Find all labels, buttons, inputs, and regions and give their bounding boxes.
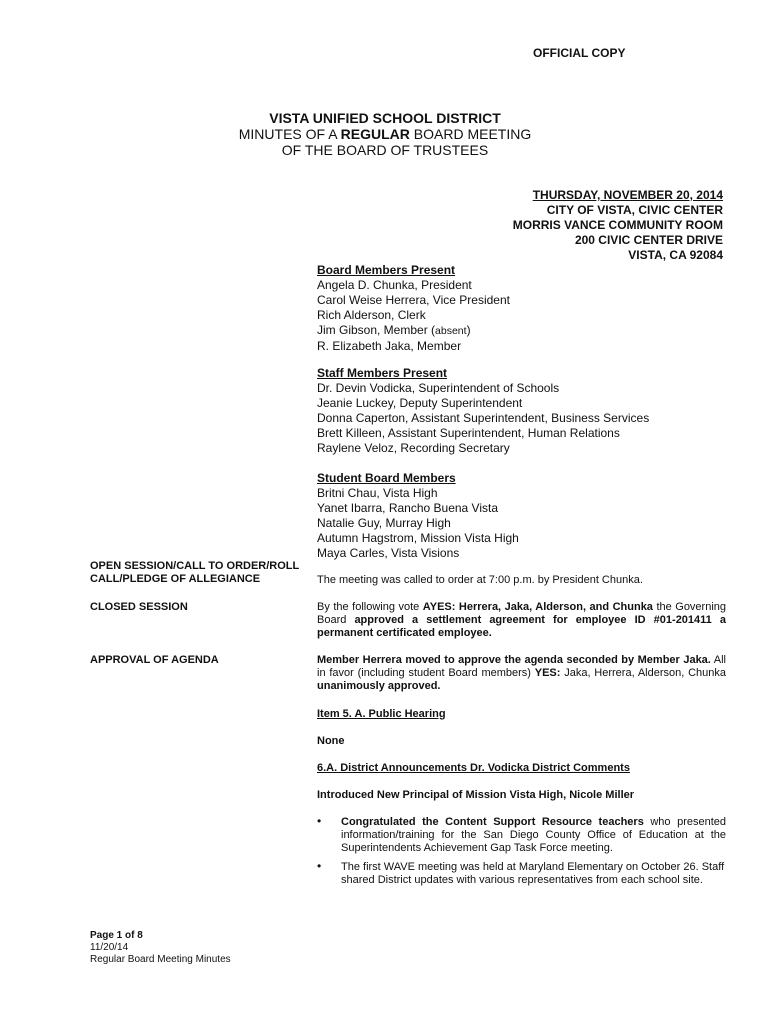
student-member: Natalie Guy, Murray High xyxy=(317,516,451,530)
board-member: R. Elizabeth Jaka, Member xyxy=(317,339,462,353)
footer-doc-name: Regular Board Meeting Minutes xyxy=(90,954,231,965)
footer-date: 11/20/14 xyxy=(90,942,129,953)
announcement-list xyxy=(317,816,726,887)
approval-of-agenda-label: APPROVAL OF AGENDA xyxy=(90,654,219,666)
board-member: Jim Gibson, Member (absent) xyxy=(317,323,471,337)
student-members-heading: Student Board Members xyxy=(317,471,456,485)
staff-member: Brett Killeen, Assistant Superintendent, Human Relations xyxy=(317,426,620,440)
meeting-info xyxy=(513,188,723,263)
page-footer xyxy=(90,930,231,966)
student-member: Maya Carles, Vista Visions xyxy=(317,546,460,560)
bullet-icon: • xyxy=(317,814,322,828)
closed-session-text: By the following vote AYES: Herrera, Jaka, Alderson, and Chunka the Governing Board approved a settlement agreement for employee ID #01-201411 a permanent certificated employee. xyxy=(317,601,727,639)
district-name: VISTA UNIFIED SCHOOL DISTRICT xyxy=(269,110,501,126)
district-announcements-heading: 6.A. District Announcements Dr. Vodicka District Comments xyxy=(317,762,630,774)
board-member: Rich Alderson, Clerk xyxy=(317,308,426,322)
meeting-city: VISTA, CA 92084 xyxy=(628,248,723,262)
agenda-motion: Member Herrera moved to approve the agenda seconded by Member Jaka. All in favor (including student Board members) YES: Jaka, Herrera, Alderson, Chunka unanimously approved. xyxy=(317,654,726,692)
student-member: Autumn Hagstrom, Mission Vista High xyxy=(317,531,519,545)
student-member: Yanet Ibarra, Rancho Buena Vista xyxy=(317,501,499,515)
list-item: • Congratulated the Content Support Resource teachers who presented information/training for the San Diego County Office of Education at the Superintendents Achievement Gap Task Force meeting. xyxy=(317,814,727,854)
new-principal-intro: Introduced New Principal of Mission Vista High, Nicole Miller xyxy=(317,789,635,801)
staff-member: Dr. Devin Vodicka, Superintendent of Schools xyxy=(317,381,560,395)
public-hearing-heading: Item 5. A. Public Hearing xyxy=(317,708,446,720)
meeting-street: 200 CIVIC CENTER DRIVE xyxy=(574,233,723,247)
minutes-line: MINUTES OF A REGULAR BOARD MEETING xyxy=(238,126,532,142)
open-session-label: OPEN SESSION/CALL TO ORDER/ROLL CALL/PLEDGE OF ALLEGIANCE xyxy=(90,560,300,585)
board-member: Carol Weise Herrera, Vice President xyxy=(317,293,510,307)
closed-session-label: CLOSED SESSION xyxy=(90,601,188,613)
staff-members-section xyxy=(317,366,649,456)
bullet-icon: • xyxy=(317,859,322,873)
meeting-venue: CITY OF VISTA, CIVIC CENTER xyxy=(546,203,723,217)
staff-member: Jeanie Luckey, Deputy Superintendent xyxy=(317,396,523,410)
official-copy-label: OFFICIAL COPY xyxy=(533,46,626,60)
meeting-room: MORRIS VANCE COMMUNITY ROOM xyxy=(512,218,723,232)
page-number: Page 1 of 8 xyxy=(90,930,143,941)
open-session-text: The meeting was called to order at 7:00 p.m. by President Chunka. xyxy=(317,574,643,586)
student-members-section xyxy=(317,471,519,561)
list-item: • The first WAVE meeting was held at Maryland Elementary on October 26. Staff shared District updates with various representatives from each school site. xyxy=(317,859,725,886)
board-members-heading: Board Members Present xyxy=(317,263,456,277)
agenda-section xyxy=(317,654,726,893)
board-of-trustees-line: OF THE BOARD OF TRUSTEES xyxy=(281,142,489,158)
document-title xyxy=(0,110,770,158)
staff-member: Donna Caperton, Assistant Superintendent, Business Services xyxy=(317,411,650,425)
public-hearing-none: None xyxy=(317,735,345,747)
staff-members-heading: Staff Members Present xyxy=(317,366,448,380)
student-member: Britni Chau, Vista High xyxy=(317,486,438,500)
meeting-date: THURSDAY, NOVEMBER 20, 2014 xyxy=(532,188,723,202)
staff-member: Raylene Veloz, Recording Secretary xyxy=(317,441,510,455)
board-members-section xyxy=(317,263,510,354)
board-member: Angela D. Chunka, President xyxy=(317,278,472,292)
